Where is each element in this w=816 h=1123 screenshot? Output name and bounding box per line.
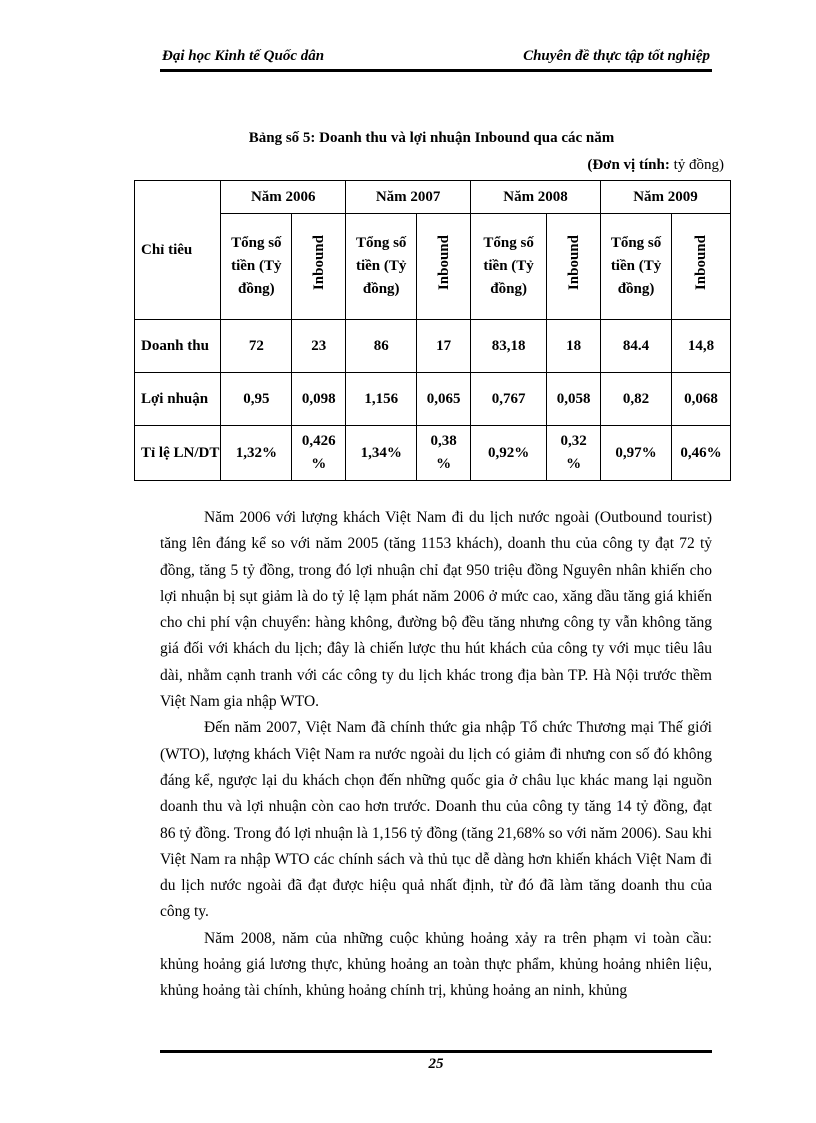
table-cell: 0,46% <box>672 426 731 481</box>
row-label: Lợi nhuận <box>135 373 221 426</box>
table-cell: 72 <box>221 320 292 373</box>
row-label: Tỉ lệ LN/DT <box>135 426 221 481</box>
table-cell: 1,32% <box>221 426 292 481</box>
table-cell: 0,426 % <box>292 426 346 481</box>
table-row <box>135 320 731 373</box>
table-row <box>135 373 731 426</box>
subheader-total: Tổng số tiền (Tỷ đồng) <box>346 214 417 320</box>
header-rule <box>160 69 712 72</box>
table-cell: 86 <box>346 320 417 373</box>
table-cell: 0,92% <box>471 426 547 481</box>
table-unit <box>587 157 724 174</box>
table-cell: 0,098 <box>292 373 346 426</box>
table-cell: 0,82 <box>601 373 672 426</box>
subheader-inbound: Inbound <box>672 214 731 320</box>
table-cell: 0,767 <box>471 373 547 426</box>
table-cell: 23 <box>292 320 346 373</box>
subheader-inbound: Inbound <box>292 214 346 320</box>
footer-rule <box>160 1050 712 1053</box>
year-header: Năm 2006 <box>221 181 346 214</box>
year-header: Năm 2009 <box>601 181 731 214</box>
table-cell: 84.4 <box>601 320 672 373</box>
table-cell: 14,8 <box>672 320 731 373</box>
subheader-inbound: Inbound <box>417 214 471 320</box>
table-cell: 0,97% <box>601 426 672 481</box>
header-university: Đại học Kinh tế Quốc dân <box>162 48 325 64</box>
row-label: Doanh thu <box>135 320 221 373</box>
subheader-total: Tổng số tiền (Tỷ đồng) <box>221 214 292 320</box>
unit-value: tỷ đồng) <box>673 157 724 173</box>
page-header <box>160 48 712 68</box>
table-cell: 1,34% <box>346 426 417 481</box>
table-cell: 18 <box>547 320 601 373</box>
table-cell: 0,38 % <box>417 426 471 481</box>
table-row <box>135 214 731 320</box>
page-number: 25 <box>428 1056 444 1072</box>
subheader-total: Tổng số tiền (Tỷ đồng) <box>471 214 547 320</box>
table-cell: 0,068 <box>672 373 731 426</box>
table-cell: 0,95 <box>221 373 292 426</box>
paragraph: Năm 2008, năm của những cuộc khủng hoảng xảy ra trên phạm vi toàn cầu: khủng hoảng giá lương thực, khủng hoảng an toàn thực phẩm, khủng hoảng nhiên liệu, khủng hoảng tài chính, khủng hoảng chính trị, khủng hoảng an ninh, khủng <box>160 929 712 1000</box>
table-cell: 0,065 <box>417 373 471 426</box>
unit-label: (Đơn vị tính: <box>587 157 670 173</box>
table-cell: 83,18 <box>471 320 547 373</box>
revenue-profit-table <box>134 180 731 481</box>
table-row <box>135 181 731 214</box>
table-cell: 0,32 % <box>547 426 601 481</box>
body-text <box>160 505 712 1005</box>
subheader-inbound: Inbound <box>547 214 601 320</box>
subheader-total: Tổng số tiền (Tỷ đồng) <box>601 214 672 320</box>
table-cell: 17 <box>417 320 471 373</box>
paragraph: Năm 2006 với lượng khách Việt Nam đi du lịch nước ngoài (Outbound tourist) tăng lên đáng kể so với năm 2005 (tăng 1153 khách), doanh thu của công ty đạt 72 tỷ đồng, tăng 5 tỷ đồng, trong đó lợi nhuận chỉ đạt 950 triệu đồng Nguyên nhân khiến cho lợi nhuận bị sụt giảm là do tỷ lệ lạm phát năm 2006 ở mức cao, xăng dầu tăng giá khiến cho chi phí vận chuyển: hàng không, đường bộ đều tăng nhưng công ty vẫn không tăng giá đối với khách du lịch; đây là chiến lược thu hút khách của công ty với mục tiêu lâu dài, nhằm cạnh tranh với các công ty du lịch khác trong địa bàn TP. Hà Nội trước thềm Việt Nam gia nhập WTO. <box>160 509 712 711</box>
table-cell: 0,058 <box>547 373 601 426</box>
paragraph: Đến năm 2007, Việt Nam đã chính thức gia nhập Tổ chức Thương mại Thế giới (WTO), lượng khách Việt Nam ra nước ngoài du lịch có giảm đi nhưng con số đó không đáng kể, ngược lại du khách chọn đến những quốc gia ở châu lục khác mang lại nguồn doanh thu và lợi nhuận còn cao hơn trước. Doanh thu của công ty tăng 14 tỷ đồng, đạt 86 tỷ đồng. Trong đó lợi nhuận là 1,156 tỷ đồng (tăng 21,68% so với năm 2006). Sau khi Việt Nam ra nhập WTO các chính sách và thủ tục dễ dàng hơn khiến khách Việt Nam đi du lịch nước ngoài đã đạt được hiệu quả nhất định, từ đó đã làm tăng doanh thu của công ty. <box>160 719 712 921</box>
year-header: Năm 2007 <box>346 181 471 214</box>
header-document-type: Chuyên đề thực tập tốt nghiệp <box>523 48 710 64</box>
table-caption: Bảng số 5: Doanh thu và lợi nhuận Inbound qua các năm <box>248 130 615 146</box>
table-row <box>135 426 731 481</box>
year-header: Năm 2008 <box>471 181 601 214</box>
row-header-cell: Chỉ tiêu <box>135 181 221 320</box>
table-cell: 1,156 <box>346 373 417 426</box>
